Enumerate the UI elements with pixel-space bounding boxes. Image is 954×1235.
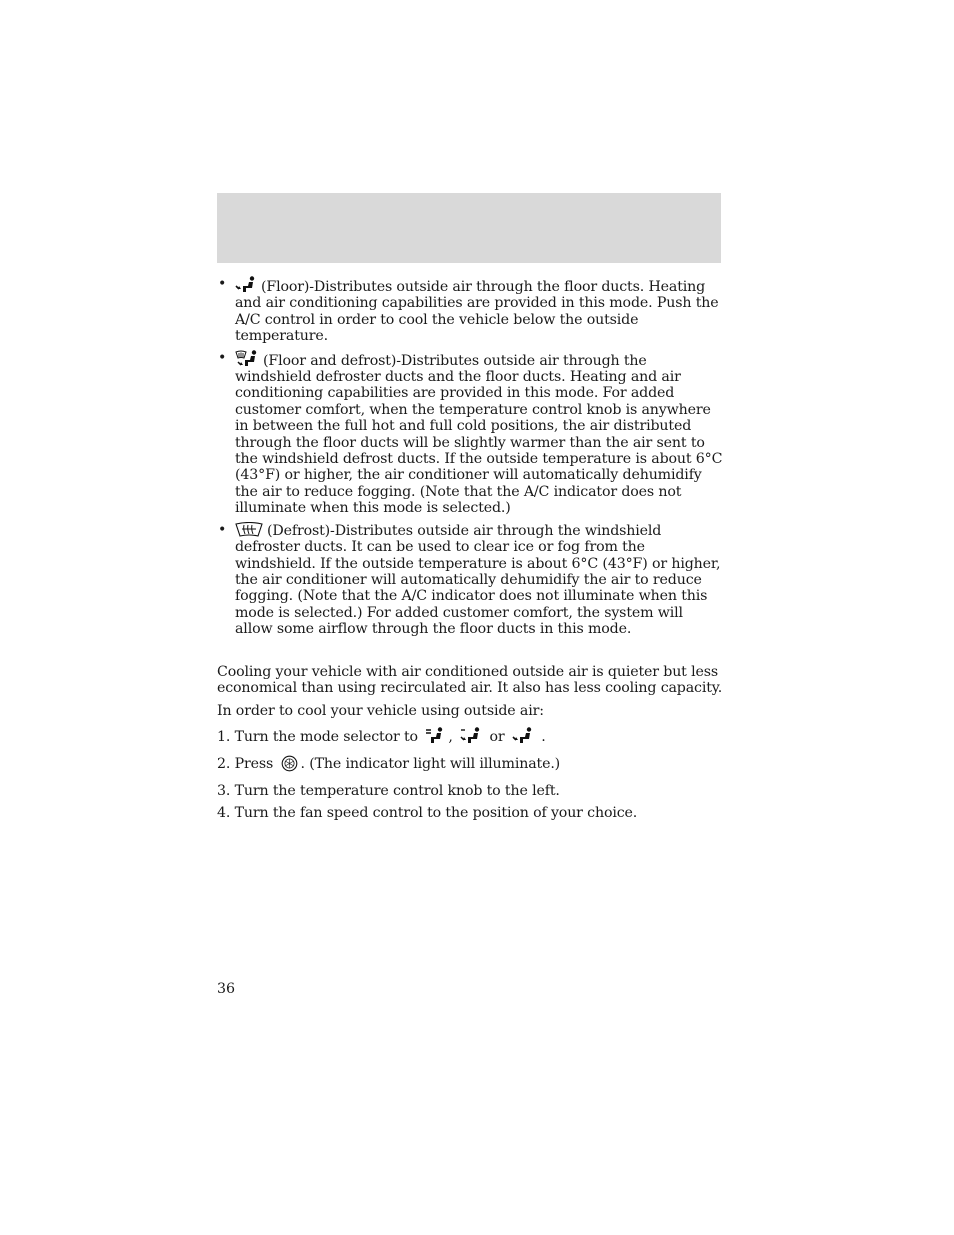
panel-floor-icon xyxy=(460,727,482,749)
separator-or: or xyxy=(489,728,505,745)
panel-icon xyxy=(425,727,445,749)
bullet: • xyxy=(218,521,227,538)
step-2-suffix: . (The indicator light will illuminate.) xyxy=(300,756,561,773)
step-4: 4. Turn the fan speed control to the position of your choice. xyxy=(217,804,638,821)
page-content xyxy=(217,276,723,827)
floor-icon xyxy=(235,276,257,294)
ac-icon xyxy=(281,755,298,776)
steps-list xyxy=(217,727,723,822)
defrost-icon xyxy=(235,522,263,538)
step-2 xyxy=(217,755,723,776)
floor-defrost-icon xyxy=(235,350,259,368)
list-item-floor-defrost xyxy=(217,350,723,517)
list-item-defrost xyxy=(217,522,723,638)
bullet: • xyxy=(218,276,227,292)
mode-description: (Defrost)-Distributes outside air through the windshield defroster ducts. It can be used to clear ice or fog from the windshield. If the outside temperature is about 6°C (43°F) or higher, the air conditioner will automatically dehumidify the air to reduce fogging. (Note that the A/C indicator does not illuminate when this mode is selected.) For added customer comfort, the system will allow some airflow through the floor ducts in this mode. xyxy=(235,522,721,638)
outside-air-cooling-section xyxy=(217,664,723,822)
bullet: • xyxy=(218,349,227,366)
intro-paragraph: Cooling your vehicle with air conditioned outside air is quieter but less economical than using recirculated air. It also has less cooling capacity. xyxy=(217,663,723,696)
list-item-floor xyxy=(217,276,723,345)
step-1-text: 1. Turn the mode selector to xyxy=(217,728,418,745)
section-header-band xyxy=(217,193,721,263)
page-number: 36 xyxy=(217,981,236,997)
mode-description: (Floor)-Distributes outside air through the floor ducts. Heating and air conditioning capabilities are provided in this mode. Push the A/C control in order to cool the vehicle below the outside temperature. xyxy=(235,279,719,345)
step-1 xyxy=(217,727,723,749)
lead-paragraph: In order to cool your vehicle using outside air: xyxy=(217,703,544,720)
step-3: 3. Turn the temperature control knob to the left. xyxy=(217,782,560,799)
mode-list xyxy=(217,276,723,638)
mode-description: (Floor and defrost)-Distributes outside air through the windshield defroster ducts and the floor ducts. Heating and air conditioning capabilities are provided in this mode. For added customer comfort, when the temperature control knob is anywhere in between the full hot and full cold positions, the air distributed through the floor ducts will be slightly warmer than the air sent to the windshield defrost ducts. If the outside temperature is about 6°C (43°F) or higher, the air conditioner will automatically dehumidify the air to reduce fogging. (Note that the A/C indicator does not illuminate when this mode is selected.) xyxy=(235,352,723,517)
step-2-text: 2. Press xyxy=(217,756,274,773)
floor-icon xyxy=(512,727,534,749)
separator: , xyxy=(448,728,453,745)
step-1-end: . xyxy=(541,728,546,745)
